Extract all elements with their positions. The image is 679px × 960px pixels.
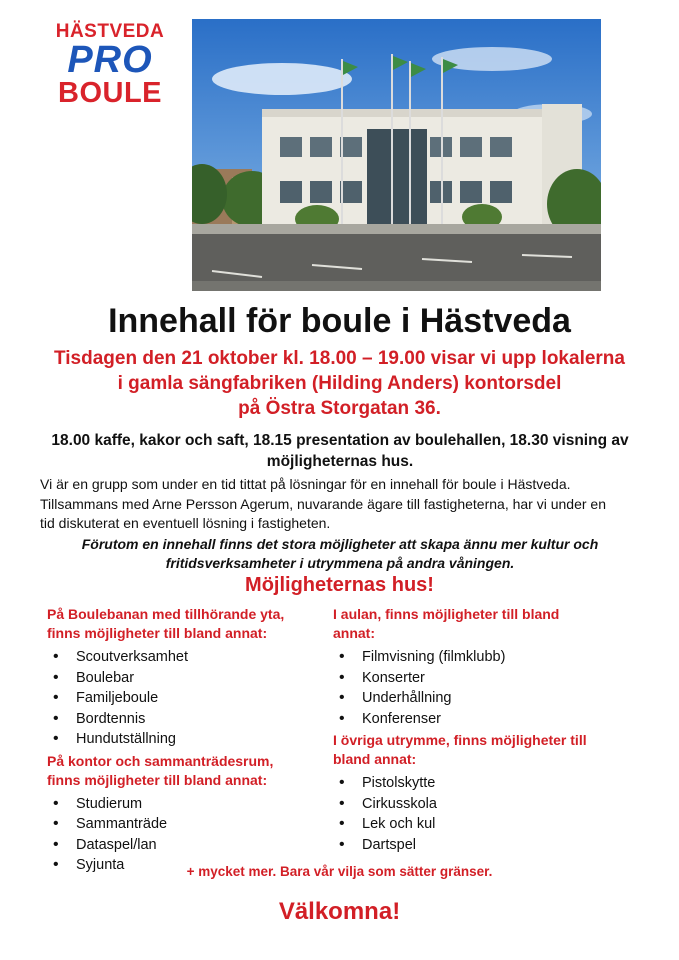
list-heading: [333, 605, 623, 643]
building-photo-illustration: [192, 19, 601, 291]
event-line: i gamla sängfabriken (Hilding Anders) kontorsdel: [117, 373, 562, 394]
list-heading-line: bland annat:: [333, 751, 417, 767]
list-heading-line: På Boulebanan med tillhörande yta,: [47, 606, 285, 622]
list-item: • Dataspel/lan: [47, 835, 327, 856]
list-item: • Konferenser: [333, 709, 623, 730]
list-heading-line: annat:: [333, 625, 375, 641]
list-item: • Pistolskytte: [333, 773, 623, 794]
welcome-text: Välkomna!: [278, 898, 401, 925]
intro-line: tid diskuterat en eventuell lösning i fastigheten.: [40, 515, 331, 531]
list-item: • Boulebar: [47, 668, 327, 689]
list-heading: [47, 752, 327, 790]
italic-note-line: Förutom en innehall finns det stora möjligheter att skapa ännu mer kultur och: [81, 536, 599, 552]
page-title: Innehall för boule i Hästveda: [108, 302, 571, 340]
section-heading: Möjligheternas hus!: [245, 574, 434, 596]
activity-list: [333, 773, 623, 855]
right-column: [333, 605, 623, 857]
schedule-text: 18.00 kaffe, kakor och saft, 18.15 presentation av boulehallen, 18.30 visning av möjligheternas hus.: [51, 432, 629, 470]
list-item: • Sammanträde: [47, 814, 327, 835]
list-item: • Hundutställning: [47, 729, 327, 750]
list-item: • Scoutverksamhet: [47, 647, 327, 668]
list-heading-line: finns möjligheter till bland annat:: [47, 625, 268, 641]
list-heading-line: finns möjligheter till bland annat:: [47, 771, 268, 788]
list-item: • Syjunta: [47, 855, 327, 876]
building-photo: [192, 19, 601, 291]
list-item: • Cirkusskola: [333, 794, 623, 815]
more-text: + mycket mer. Bara vår vilja som sätter gränser.: [186, 864, 493, 879]
list-item: • Dartspel: [333, 835, 623, 856]
activity-list: [333, 647, 623, 729]
activity-list: [47, 647, 327, 750]
pro-boule-logo: [44, 22, 176, 108]
logo-pro: PRO: [67, 39, 153, 81]
list-heading: [333, 731, 623, 769]
event-line: Tisdagen den 21 oktober kl. 18.00 – 19.00 visar vi upp lokalerna: [54, 348, 625, 369]
intro-paragraph: [40, 475, 650, 534]
list-heading-line: På kontor och sammanträdesrum,: [47, 752, 274, 769]
list-heading-line: I övriga utrymme, finns möjligheter till: [333, 732, 587, 748]
italic-note: [30, 535, 650, 573]
logo-boule: BOULE: [58, 77, 162, 109]
left-column: [47, 605, 327, 878]
intro-line: Tillsammans med Arne Persson Agerum, nuvarande ägare till fastigheterna, har vi under en: [40, 495, 607, 512]
intro-line: Vi är en grupp som under en tid tittat på lösningar för en innehall för boule i Hästveda.: [40, 476, 571, 492]
list-heading-line: I aulan, finns möjligheter till bland: [333, 606, 560, 622]
list-item: • Studierum: [47, 794, 327, 815]
list-item: • Filmvisning (filmklubb): [333, 647, 623, 668]
list-heading: [47, 605, 327, 643]
list-item: • Familjeboule: [47, 688, 327, 709]
list-item: • Underhållning: [333, 688, 623, 709]
italic-note-line: fritidsverksamheter i utrymmena på andra våningen.: [165, 555, 515, 571]
list-item: • Konserter: [333, 668, 623, 689]
list-item: • Bordtennis: [47, 709, 327, 730]
event-announcement: [0, 346, 679, 421]
event-line: på Östra Storgatan 36.: [238, 398, 441, 419]
logo-town: HÄSTVEDA: [55, 21, 165, 42]
list-item: • Lek och kul: [333, 814, 623, 835]
